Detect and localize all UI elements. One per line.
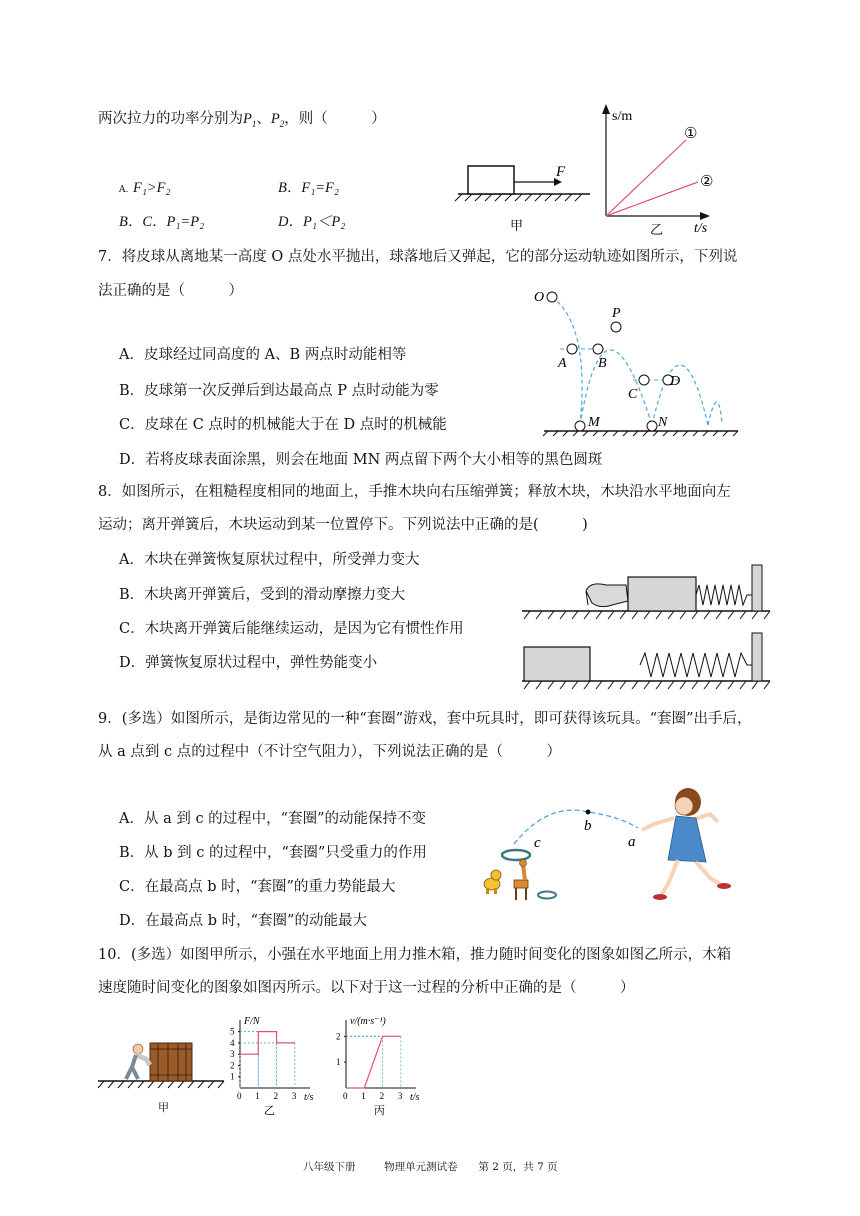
force-chart-x-tick: 3: [291, 1091, 297, 1101]
q6-option-b[interactable]: B．F₁=F₂: [278, 180, 339, 196]
footer: [303, 1157, 558, 1177]
force-chart-y-tick: 5: [230, 1026, 235, 1037]
q8-stem-line2: 运动；离开弹簧后，木块运动到某一位置停下。下列说法中正确的是( ): [98, 517, 588, 533]
chart-v-xlabel: t/s: [410, 1092, 420, 1103]
q9-option-c[interactable]: C．在最高点 b 时，“套圈”的重力势能最大: [119, 879, 396, 895]
q9-stem-line2: 从 a 点到 c 点的过程中（不计空气阻力），下列说法正确的是（ ）: [98, 744, 561, 760]
point-b: [586, 810, 591, 815]
label-m: M: [588, 415, 600, 430]
fig-jia-label: 甲: [510, 218, 524, 233]
q8-option-d[interactable]: D．弹簧恢复原状过程中，弹性势能变小: [119, 655, 378, 671]
toss-trajectory: [514, 810, 638, 844]
crate: [150, 1043, 192, 1081]
ball-m: [575, 421, 585, 431]
q7-stem-line2: 法正确的是（ ）: [98, 283, 243, 299]
q8-spring-figure: [520, 555, 770, 700]
p2-sub: 2: [279, 118, 285, 129]
force-chart-y-tick: 1: [230, 1071, 235, 1082]
chart-v-ylabel: v/(m·s⁻¹): [350, 1016, 386, 1027]
label-a: A: [558, 356, 567, 371]
q6-option-a[interactable]: [119, 178, 171, 200]
wall-bottom: [752, 633, 762, 681]
q8-option-b[interactable]: B．木块离开弹簧后，受到的滑动摩擦力变大: [119, 587, 406, 603]
q6-figure-jia: [450, 160, 590, 232]
q7-stem-line1: 7．将皮球从离地某一高度 O 点处水平抛出，球落地后又弹起，它的部分运动轨迹如图所示，下列说: [98, 249, 738, 265]
ring-c: [502, 850, 530, 860]
q10-figure-jia: [98, 1035, 228, 1115]
q9-option-b[interactable]: B．从 b 到 c 的过程中，“套圈”只受重力的作用: [119, 845, 427, 861]
q9-option-d[interactable]: D．在最高点 b 时，“套圈”的动能最大: [119, 913, 367, 929]
force-chart-x-tick: 0: [237, 1091, 242, 1101]
label-d: D: [670, 374, 681, 389]
q8-option-a[interactable]: A．木块在弹簧恢复原状过程中，所受弹力变大: [119, 552, 420, 568]
force-chart-x-tick: 2: [273, 1091, 279, 1101]
q6-stem: [98, 109, 386, 134]
force-chart-y-tick: 2: [230, 1060, 235, 1071]
q7-option-d[interactable]: D．若将皮球表面涂黑，则会在地面 MN 两点留下两个大小相等的黑色圆斑: [119, 452, 603, 468]
block-bottom: [524, 647, 590, 681]
velocity-chart-x-tick: 1: [361, 1091, 366, 1101]
line-2: [606, 182, 698, 216]
force-chart-y-tick: 3: [230, 1049, 235, 1060]
block: [468, 166, 514, 194]
hand: [586, 584, 628, 607]
axis-y-label: s/m: [612, 109, 633, 124]
wall-top: [752, 565, 762, 611]
q10-velocity-chart: [332, 1010, 432, 1116]
label-b: b: [584, 818, 592, 834]
q6-option-a-letter: A.: [119, 185, 129, 195]
label-a: a: [628, 834, 636, 850]
q9-stem-line1: 9．(多选）如图所示，是街边常见的一种“套圈”游戏，套中玩具时，即可获得该玩具。“套圈”出手后，: [98, 711, 752, 727]
q9-option-a[interactable]: A．从 a 到 c 的过程中，“套圈”的动能保持不变: [119, 811, 426, 827]
force-chart-y-tick: 4: [230, 1037, 235, 1048]
label-c: C: [628, 387, 638, 402]
q10-force-chart: [226, 1010, 326, 1116]
q6-option-a-text: F₁>F₂: [132, 180, 171, 196]
q8-stem-line1: 8．如图所示，在粗糙程度相同的地面上，手推木块向右压缩弹簧；释放木块，木块沿水平地面向左: [98, 484, 731, 500]
q9-ringtoss-figure: [478, 780, 758, 910]
q7-option-c[interactable]: C．皮球在 C 点时的机械能大于在 D 点时的机械能: [119, 417, 447, 433]
q7-option-a[interactable]: A．皮球经过同高度的 A、B 两点时动能相等: [119, 347, 407, 363]
label-p: P: [612, 306, 621, 321]
q6-figure-yi: [590, 102, 720, 237]
q10-stem-line1: 10．(多选）如图甲所示，小强在水平地面上用力推木箱，推力随时间变化的图象如图乙所示，木箱: [98, 947, 732, 963]
spring-compressed: [696, 585, 752, 605]
velocity-chart-x-tick: 0: [343, 1091, 348, 1101]
block-top: [628, 577, 696, 611]
dog-toy: [484, 870, 501, 894]
chart-f-xlabel: t/s: [304, 1092, 314, 1103]
p2-symbol: P: [270, 111, 280, 127]
force-label: F: [556, 164, 566, 180]
ball-o: [547, 292, 557, 302]
footer-grade: 八年级下册: [303, 1161, 356, 1173]
label-n: N: [658, 415, 668, 430]
q7-option-b[interactable]: B．皮球第一次反弹后到达最高点 P 点时动能为零: [119, 383, 439, 399]
velocity-chart-x-tick: 3: [397, 1091, 403, 1101]
footer-subject: 物理单元测试卷: [384, 1161, 458, 1173]
velocity-chart-series-line: [346, 1036, 401, 1088]
q6-tail: ，则（ ）: [284, 111, 386, 127]
q6-sep: 、: [256, 111, 271, 127]
velocity-chart-y-tick: 1: [336, 1057, 341, 1068]
ball-n: [647, 421, 657, 431]
ball-b: [593, 344, 603, 354]
label-c: c: [534, 835, 541, 851]
ring-ground: [538, 892, 556, 899]
force-chart-x-tick: 1: [255, 1091, 260, 1101]
q8-option-c[interactable]: C．木块离开弹簧后能继续运动，是因为它有惯性作用: [119, 621, 464, 637]
girl-thrower: [642, 788, 731, 900]
p1-symbol: P: [243, 111, 252, 127]
fig-yi-label: 乙: [650, 222, 664, 237]
label-o: O: [534, 290, 545, 305]
axis-x-label: t/s: [694, 221, 708, 236]
velocity-chart-y-tick: 2: [336, 1031, 341, 1042]
footer-page: 第 2 页，共 7 页: [478, 1161, 558, 1173]
line-2-label: ②: [700, 174, 714, 190]
fig-bing-label: 丙: [374, 1105, 385, 1117]
chart-f-ylabel: F/N: [244, 1016, 260, 1027]
ball-p: [611, 322, 621, 332]
giraffe-toy: [514, 860, 528, 901]
spring-relaxed: [640, 653, 752, 677]
fig-yi-label: 乙: [264, 1105, 275, 1117]
ball-c: [639, 375, 649, 385]
fig-jia-label: 甲: [158, 1102, 169, 1114]
p1-sub: 1: [251, 118, 257, 129]
line-1: [606, 140, 686, 216]
q6-stem-text: 两次拉力的功率分别为: [98, 111, 243, 127]
label-b: B: [598, 356, 607, 371]
line-1-label: ①: [684, 126, 698, 142]
q6-option-d[interactable]: D．P₁＜P₂: [278, 214, 346, 230]
pushing-boy: [126, 1044, 150, 1079]
q10-stem-line2: 速度随时间变化的图象如图丙所示。以下对于这一过程的分析中正确的是（ ）: [98, 980, 635, 996]
ball-a: [567, 344, 577, 354]
velocity-chart-x-tick: 2: [379, 1091, 385, 1101]
q7-bounce-figure: [530, 285, 750, 445]
q6-option-c[interactable]: B．C．P₁=P₂: [119, 214, 205, 230]
